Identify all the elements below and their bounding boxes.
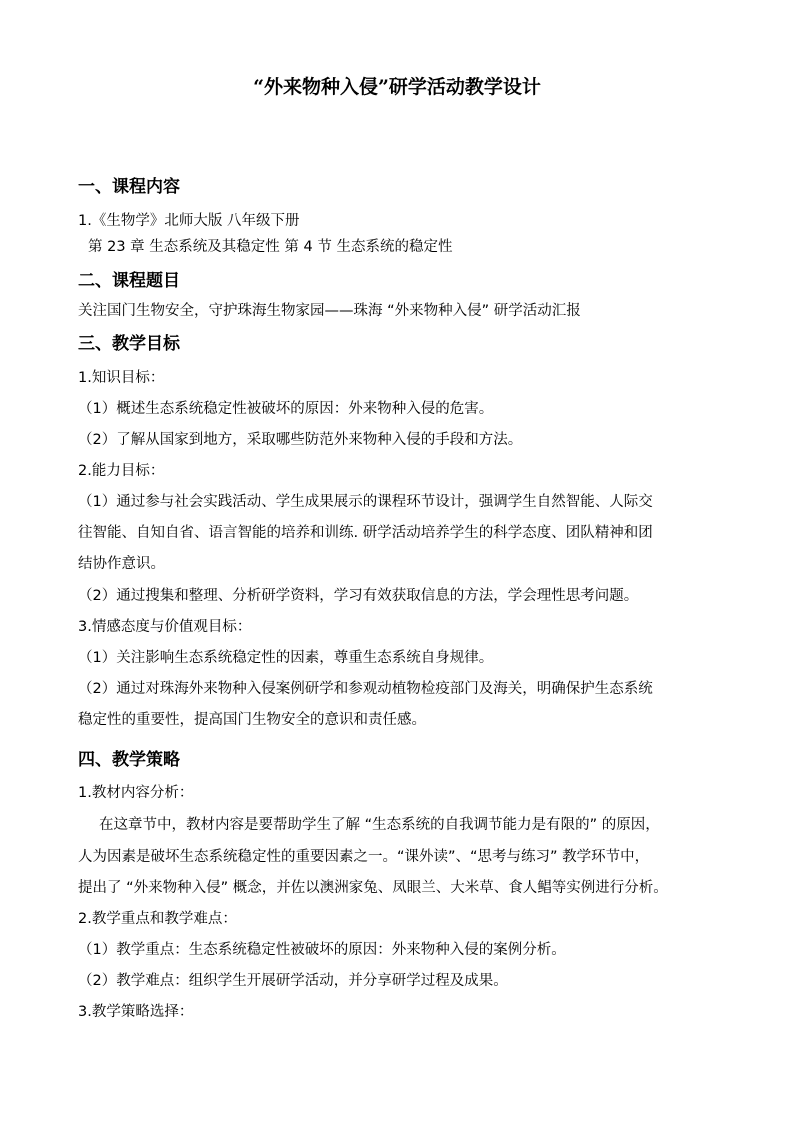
strategy-selection-label: 3.教学策略选择：	[78, 1004, 194, 1020]
textbook-line: 1.《生物学》北师大版 八年级下册	[78, 213, 300, 229]
ability-goal-1-line-1: （1）通过参与社会实践活动、学生成果展示的课程环节设计，强调学生自然智能、人际交	[78, 494, 653, 510]
section-heading-teaching-strategy: 四、教学策略	[78, 750, 180, 770]
teaching-difficulty: （2）教学难点：组织学生开展研学活动，并分享研学过程及成果。	[78, 973, 508, 989]
chapter-line: 第 23 章 生态系统及其稳定性 第 4 节 生态系统的稳定性	[88, 239, 453, 255]
section-heading-course-topic: 二、课程题目	[78, 271, 180, 291]
course-topic-text: 关注国门生物安全，守护珠海生物家园——珠海 “外来物种入侵” 研学活动汇报	[78, 303, 581, 319]
emotion-goal-2-line-1: （2）通过对珠海外来物种入侵案例研学和参观动植物检疫部门及海关，明确保护生态系统	[78, 681, 653, 697]
knowledge-goal-1: （1）概述生态系统稳定性被破坏的原因：外来物种入侵的危害。	[78, 401, 494, 417]
material-analysis-line-1: 在这章节中，教材内容是要帮助学生了解 “生态系统的自我调节能力是有限的” 的原因，	[99, 817, 660, 833]
ability-goal-2: （2）通过搜集和整理、分析研学资料，学习有效获取信息的方法，学会理性思考问题。	[78, 588, 639, 604]
knowledge-goal-label: 1.知识目标：	[78, 370, 165, 386]
ability-goal-label: 2.能力目标：	[78, 463, 165, 479]
knowledge-goal-2: （2）了解从国家到地方，采取哪些防范外来物种入侵的手段和方法。	[78, 432, 523, 448]
section-heading-teaching-goals: 三、教学目标	[78, 334, 180, 354]
material-analysis-line-3: 提出了 “外来物种入侵” 概念，并佐以澳洲家兔、凤眼兰、大米草、食人鲳等实例进行分析。	[78, 880, 668, 896]
ability-goal-1-line-3: 结协作意识。	[78, 556, 165, 572]
section-heading-course-content: 一、课程内容	[78, 177, 180, 197]
emotion-goal-1: （1）关注影响生态系统稳定性的因素，尊重生态系统自身规律。	[78, 650, 494, 666]
ability-goal-1-line-2: 往智能、自知自省、语言智能的培养和训练. 研学活动培养学生的科学态度、团队精神和团	[78, 525, 653, 541]
emotion-goal-2-line-2: 稳定性的重要性，提高国门生物安全的意识和责任感。	[78, 712, 426, 728]
teaching-focus: （1）教学重点：生态系统稳定性被破坏的原因：外来物种入侵的案例分析。	[78, 942, 566, 958]
material-analysis-label: 1.教材内容分析：	[78, 785, 194, 801]
focus-difficulty-label: 2.教学重点和教学难点：	[78, 911, 237, 927]
material-analysis-line-2: 人为因素是破坏生态系统稳定性的重要因素之一。“课外读”、“思考与练习” 教学环节中，	[78, 849, 650, 865]
emotion-goal-label: 3.情感态度与价值观目标：	[78, 619, 252, 635]
document-title: “外来物种入侵”研学活动教学设计	[253, 76, 541, 98]
